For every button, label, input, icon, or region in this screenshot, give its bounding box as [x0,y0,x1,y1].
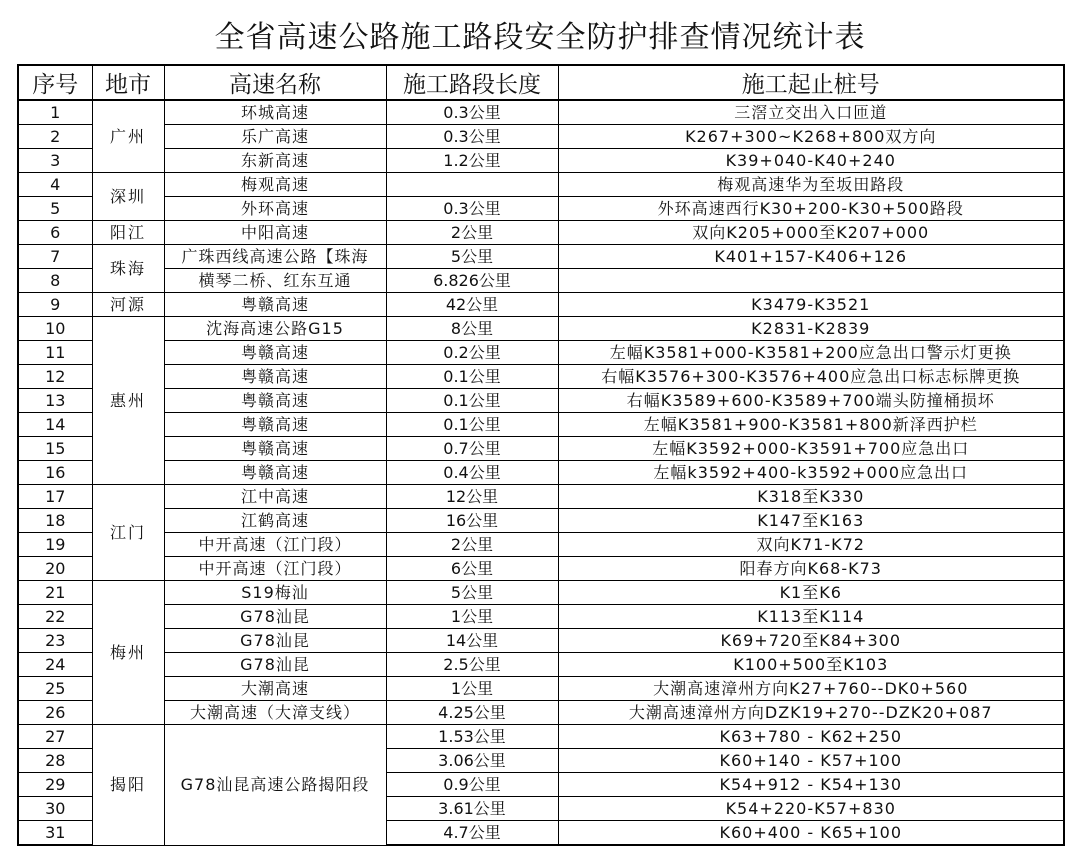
row-stake-range: 左幅K3581+000-K3581+200应急出口警示灯更换 [558,341,1064,365]
table-row [18,629,1064,653]
row-highway-name: 江中高速 [164,485,386,509]
row-highway-name: 梅观高速 [164,173,386,197]
table-row [18,677,1064,701]
row-highway-name: 沈海高速公路G15 [164,317,386,341]
row-serial-number: 24 [18,653,92,677]
row-section-length: 42公里 [386,293,558,317]
row-serial-number: 23 [18,629,92,653]
row-city: 揭阳 [92,725,164,846]
row-highway-name: 粤赣高速 [164,437,386,461]
row-stake-range: K2831-K2839 [558,317,1064,341]
row-serial-number: 11 [18,341,92,365]
table-row [18,605,1064,629]
table-row [18,437,1064,461]
row-stake-range: 外环高速西行K30+200-K30+500路段 [558,197,1064,221]
row-stake-range: 双向K71-K72 [558,533,1064,557]
row-section-length: 1.53公里 [386,725,558,749]
row-section-length: 1公里 [386,677,558,701]
row-stake-range: K401+157-K406+126 [558,245,1064,269]
row-section-length: 0.3公里 [386,125,558,149]
row-section-length: 1.2公里 [386,149,558,173]
row-section-length: 12公里 [386,485,558,509]
row-section-length: 0.4公里 [386,461,558,485]
row-serial-number: 28 [18,749,92,773]
row-stake-range: 右幅K3589+600-K3589+700端头防撞桶损坏 [558,389,1064,413]
row-highway-name: 江鹤高速 [164,509,386,533]
statistics-table [17,64,1065,846]
row-highway-name: 东新高速 [164,149,386,173]
row-serial-number: 13 [18,389,92,413]
table-row [18,581,1064,605]
row-serial-number: 14 [18,413,92,437]
table-row [18,269,1064,293]
row-stake-range: K69+720至K84+300 [558,629,1064,653]
row-stake-range: K60+140 - K57+100 [558,749,1064,773]
table-row [18,533,1064,557]
row-section-length: 4.25公里 [386,701,558,725]
row-serial-number: 27 [18,725,92,749]
table-row [18,389,1064,413]
row-stake-range: 大潮高速漳州方向DZK19+270--DZK20+087 [558,701,1064,725]
row-section-length: 0.7公里 [386,437,558,461]
row-section-length [386,173,558,197]
row-city: 珠海 [92,245,164,293]
row-serial-number: 10 [18,317,92,341]
row-section-length: 0.1公里 [386,413,558,437]
table-row [18,197,1064,221]
row-section-length: 6公里 [386,557,558,581]
row-highway-name: G78汕昆 [164,629,386,653]
row-serial-number: 18 [18,509,92,533]
table-row [18,317,1064,341]
row-stake-range [558,269,1064,293]
row-city: 梅州 [92,581,164,725]
row-section-length: 4.7公里 [386,821,558,846]
row-highway-name: 粤赣高速 [164,461,386,485]
row-stake-range: 左幅K3592+000-K3591+700应急出口 [558,437,1064,461]
row-highway-name: 中阳高速 [164,221,386,245]
row-serial-number: 31 [18,821,92,846]
row-stake-range: 右幅K3576+300-K3576+400应急出口标志标牌更换 [558,365,1064,389]
row-highway-name: 大潮高速 [164,677,386,701]
row-section-length: 2公里 [386,221,558,245]
row-serial-number: 20 [18,557,92,581]
row-section-length: 0.2公里 [386,341,558,365]
row-serial-number: 7 [18,245,92,269]
table-row [18,293,1064,317]
row-stake-range: K39+040-K40+240 [558,149,1064,173]
table-row [18,245,1064,269]
row-city: 深圳 [92,173,164,221]
row-serial-number: 2 [18,125,92,149]
row-serial-number: 17 [18,485,92,509]
table-row [18,557,1064,581]
row-section-length: 2公里 [386,533,558,557]
row-stake-range: 三滘立交出入口匝道 [558,100,1064,125]
row-stake-range: 梅观高速华为至坂田路段 [558,173,1064,197]
row-serial-number: 15 [18,437,92,461]
row-section-length: 6.826公里 [386,269,558,293]
row-section-length: 0.3公里 [386,100,558,125]
table-row [18,341,1064,365]
row-section-length: 5公里 [386,581,558,605]
row-section-length: 5公里 [386,245,558,269]
row-serial-number: 30 [18,797,92,821]
row-serial-number: 22 [18,605,92,629]
row-stake-range: K60+400 - K65+100 [558,821,1064,846]
row-serial-number: 16 [18,461,92,485]
row-city: 广州 [92,100,164,173]
row-serial-number: 19 [18,533,92,557]
row-highway-name: 粤赣高速 [164,341,386,365]
row-highway-name: 粤赣高速 [164,293,386,317]
table-row [18,413,1064,437]
table-row [18,221,1064,245]
row-serial-number: 1 [18,100,92,125]
row-serial-number: 29 [18,773,92,797]
row-section-length: 0.1公里 [386,389,558,413]
header-highway-name: 高速名称 [164,65,386,100]
table-body [18,100,1064,845]
row-highway-name: S19梅汕 [164,581,386,605]
row-section-length: 16公里 [386,509,558,533]
row-highway-name: 横琴二桥、红东互通 [164,269,386,293]
row-highway-name: 粤赣高速 [164,365,386,389]
row-stake-range: K100+500至K103 [558,653,1064,677]
table-header-row [18,65,1064,100]
row-serial-number: 21 [18,581,92,605]
row-stake-range: K267+300~K268+800双方向 [558,125,1064,149]
row-stake-range: K113至K114 [558,605,1064,629]
row-serial-number: 12 [18,365,92,389]
table-row [18,365,1064,389]
page-title: 全省高速公路施工路段安全防护排查情况统计表 [214,20,866,55]
row-stake-range: 双向K205+000至K207+000 [558,221,1064,245]
table-row [18,125,1064,149]
header-city: 地市 [92,65,164,100]
row-stake-range: K147至K163 [558,509,1064,533]
row-stake-range: 大潮高速漳州方向K27+760--DK0+560 [558,677,1064,701]
table-row [18,509,1064,533]
header-stake-range: 施工起止桩号 [558,65,1064,100]
row-serial-number: 4 [18,173,92,197]
row-stake-range: 左幅k3592+400-k3592+000应急出口 [558,461,1064,485]
row-stake-range: K3479-K3521 [558,293,1064,317]
row-highway-name: G78汕昆 [164,605,386,629]
row-highway-name: G78汕昆 [164,653,386,677]
row-city: 江门 [92,485,164,581]
row-highway-name: 外环高速 [164,197,386,221]
row-serial-number: 26 [18,701,92,725]
row-stake-range: K63+780 - K62+250 [558,725,1064,749]
row-section-length: 2.5公里 [386,653,558,677]
table-row [18,461,1064,485]
row-section-length: 3.61公里 [386,797,558,821]
row-section-length: 0.9公里 [386,773,558,797]
row-stake-range: 左幅K3581+900-K3581+800新泽西护栏 [558,413,1064,437]
row-serial-number: 8 [18,269,92,293]
row-city: 惠州 [92,317,164,485]
table-row [18,173,1064,197]
row-city: 阳江 [92,221,164,245]
row-highway-name: 粤赣高速 [164,389,386,413]
row-serial-number: 6 [18,221,92,245]
row-highway-name: 中开高速（江门段） [164,557,386,581]
row-section-length: 3.06公里 [386,749,558,773]
row-stake-range: K1至K6 [558,581,1064,605]
row-stake-range: K54+220-K57+830 [558,797,1064,821]
row-highway-name: 环城高速 [164,100,386,125]
header-serial-number: 序号 [18,65,92,100]
row-section-length: 0.3公里 [386,197,558,221]
row-stake-range: K54+912 - K54+130 [558,773,1064,797]
row-highway-name: 大潮高速（大漳支线） [164,701,386,725]
row-highway-name: 中开高速（江门段） [164,533,386,557]
table-row [18,149,1064,173]
row-stake-range: K318至K330 [558,485,1064,509]
row-highway-name: 乐广高速 [164,125,386,149]
row-city: 河源 [92,293,164,317]
row-section-length: 14公里 [386,629,558,653]
row-section-length: 8公里 [386,317,558,341]
row-section-length: 1公里 [386,605,558,629]
row-serial-number: 5 [18,197,92,221]
row-serial-number: 25 [18,677,92,701]
table-row [18,701,1064,725]
table-row [18,725,1064,749]
row-serial-number: 3 [18,149,92,173]
header-section-length: 施工路段长度 [386,65,558,100]
row-highway-name: 粤赣高速 [164,413,386,437]
table-row [18,653,1064,677]
row-stake-range: 阳春方向K68-K73 [558,557,1064,581]
table-row [18,100,1064,125]
row-highway-name: G78汕昆高速公路揭阳段 [164,725,386,846]
row-section-length: 0.1公里 [386,365,558,389]
table-row [18,485,1064,509]
row-highway-name: 广珠西线高速公路【珠海 [164,245,386,269]
row-serial-number: 9 [18,293,92,317]
